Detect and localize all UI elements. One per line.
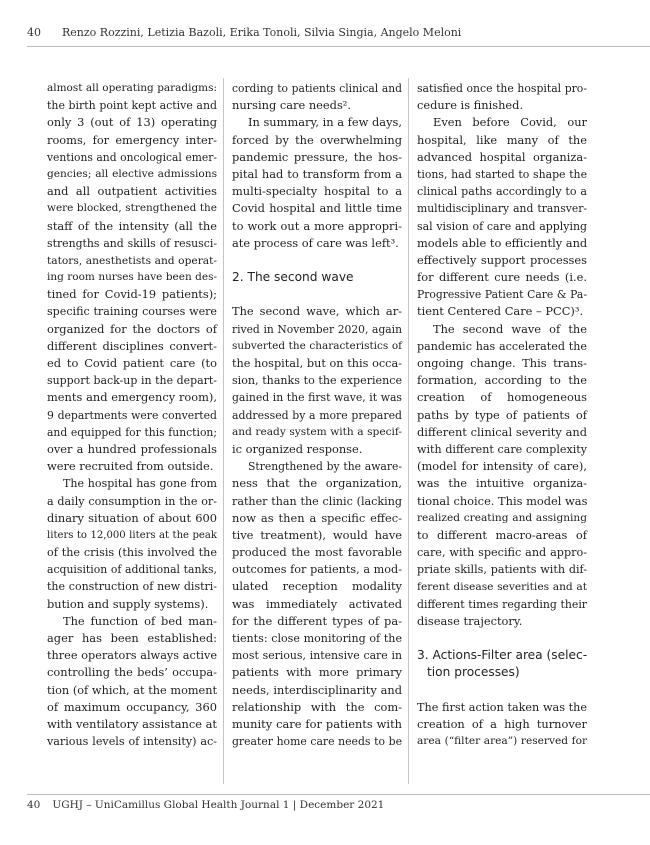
body-text-line: priate skills, patients with dif- [417, 563, 587, 577]
body-text-line: cedure is finished. [417, 98, 524, 113]
running-footer [27, 799, 384, 811]
body-text-line: gained in the first wave, it was [232, 391, 402, 405]
body-text-line: ferent disease severities and at [417, 580, 587, 594]
header-rule [27, 46, 650, 47]
header-authors: Renzo Rozzini, Letizia Bazoli, Erika Tonoli, Silvia Singia, Angelo Meloni [62, 26, 462, 39]
body-text-line: liters to 12,000 liters at the peak [47, 529, 217, 541]
body-text-line: produced the most favorable [232, 545, 402, 560]
body-text-line: The second wave, which ar- [232, 304, 402, 319]
body-text-line: The function of bed man- [63, 613, 217, 628]
body-text-line: pital had to transform from a [232, 166, 402, 181]
body-text-line: for different cure needs (i.e. [417, 270, 587, 285]
body-text-line: ventions and oncological emer- [47, 150, 217, 164]
body-text-line: In summary, in a few days, [248, 115, 402, 130]
column-divider-2 [408, 78, 409, 784]
paragraph-gap [232, 252, 402, 269]
body-text-line: creation of a high turnover [417, 716, 587, 731]
body-text-line: The second wave of the [433, 321, 587, 336]
body-text-line: sal vision of care and applying [417, 219, 587, 233]
paragraph-gap [417, 630, 587, 647]
body-text-line: Strengthened by the aware- [248, 460, 402, 474]
body-text-line: realized creating and assigning [417, 511, 587, 524]
body-text-line: ing room nurses have been des- [47, 271, 217, 284]
body-text-line: of maximum occupancy, 360 [47, 699, 217, 714]
body-text-line: now as then a specific effec- [232, 510, 402, 525]
text-column-2 [232, 80, 402, 750]
body-text-line: different disciplines convert- [47, 338, 217, 353]
body-text-line: tined for Covid-19 patients); [47, 287, 217, 302]
body-text-line: ed to Covid patient care (to [47, 356, 217, 370]
body-text-line: multidisciplinary and transver- [417, 202, 587, 216]
body-text-line: munity care for patients with [232, 716, 402, 731]
body-text-line: cording to patients clinical and [232, 82, 402, 95]
body-text-line: ager has been established: [47, 631, 217, 645]
body-text-line: pandemic pressure, the hos- [232, 149, 402, 164]
paragraph-gap [232, 286, 402, 303]
body-text-line: rived in November 2020, again [232, 322, 402, 336]
body-text-line: three operators always active [47, 649, 217, 663]
section-heading-line: tion processes) [427, 665, 520, 680]
body-text-line: acquisition of additional tanks, [47, 563, 217, 577]
body-text-line: with different care complexity [417, 442, 587, 456]
body-text-line: the hospital, but on this occa- [232, 357, 402, 370]
body-text-line: models able to efficiently and [417, 235, 588, 250]
body-text-line: to different macro-areas of [417, 527, 587, 542]
body-text-line: outcomes for patients, a mod- [232, 563, 402, 577]
body-text-line: for the different types of pa- [232, 613, 402, 628]
body-text-line: a daily consumption in the or- [47, 494, 217, 508]
footer-journal: UGHJ – UniCamillus Global Health Journal 1 | December 2021 [52, 799, 385, 811]
body-text-line: bution and supply systems). [47, 596, 209, 611]
body-text-line: of the crisis (this involved the [47, 546, 217, 560]
body-text-line: advanced hospital organiza- [417, 149, 587, 164]
body-text-line: patients with more primary [232, 665, 402, 680]
body-text-line: gencies; all elective admissions [47, 167, 217, 180]
body-text-line: over a hundred professionals [47, 441, 217, 456]
body-text-line: addressed by a more prepared [232, 408, 402, 422]
body-text-line: various levels of intensity) ac- [47, 735, 217, 749]
body-text-line: ongoing change. This trans- [417, 356, 587, 370]
body-text-line: were blocked, strengthened the [47, 202, 217, 215]
body-text-line: care, with specific and appro- [417, 546, 587, 560]
column-divider-1 [223, 78, 224, 784]
body-text-line: controlling the beds’ occupa- [47, 665, 217, 680]
body-text-line: was immediately activated [232, 596, 402, 611]
body-text-line: organized for the doctors of [47, 321, 217, 336]
body-text-line: nursing care needs². [232, 98, 351, 113]
body-text-line: the birth point kept active and [47, 99, 217, 113]
body-text-line: multi-specialty hospital to a [232, 184, 402, 199]
body-text-line: with ventilatory assistance at [47, 716, 217, 731]
body-text-line: Even before Covid, our [433, 115, 587, 130]
body-text-line: was the intuitive organiza- [417, 476, 587, 491]
body-text-line: pandemic has accelerated the [417, 339, 587, 353]
body-text-line: tators, anesthetists and operat- [47, 253, 217, 267]
body-text-line: effectively support processes [417, 252, 587, 267]
body-text-line: 9 departments were converted [47, 408, 217, 422]
body-text-line: forced by the overwhelming [232, 132, 402, 147]
body-text-line: greater home care needs to be [232, 735, 402, 749]
body-text-line: rooms, for emergency inter- [47, 132, 217, 147]
body-text-line: ate process of care was left³. [232, 235, 399, 250]
body-text-line: relationship with the com- [232, 699, 402, 714]
body-text-line: and ready system with a specif- [232, 425, 402, 438]
body-text-line: staff of the intensity (all the [47, 218, 217, 233]
body-text-line: area (“filter area”) reserved for [417, 735, 587, 748]
body-text-line: tients: close monitoring of the [232, 632, 402, 645]
body-text-line: and all outpatient activities [47, 184, 217, 199]
body-text-line: disease trajectory. [417, 613, 523, 628]
body-text-line: tive treatment), would have [232, 527, 402, 542]
body-text-line: tional choice. This model was [417, 493, 588, 508]
body-text-line: rather than the clinic (lacking [232, 494, 402, 508]
body-text-line: only 3 (out of 13) operating [47, 115, 217, 130]
body-text-line: support back-up in the depart- [47, 374, 217, 388]
footer-page-number: 40 [27, 799, 41, 811]
body-text-line: Covid hospital and little time [232, 201, 402, 216]
body-text-line: needs, interdisciplinarity and [232, 682, 402, 697]
body-text-line: creation of homogeneous [417, 390, 587, 405]
body-text-line: and equipped for this function; [47, 425, 217, 439]
body-text-line: were recruited from outside. [47, 459, 214, 474]
body-text-line: different times regarding their [417, 597, 587, 611]
body-text-line: tient Centered Care – PCC)³. [417, 304, 584, 319]
body-text-line: different clinical severity and [417, 424, 587, 439]
body-text-line: the construction of new distri- [47, 580, 217, 594]
header-page-number: 40 [27, 26, 41, 39]
running-header [0, 22, 650, 48]
body-text-line: ulated reception modality [232, 579, 402, 594]
body-text-line: (model for intensity of care), [417, 459, 587, 474]
body-text-line: to work out a more appropri- [232, 218, 402, 233]
paragraph-gap [417, 682, 587, 699]
body-text-line: The first action taken was the [417, 700, 587, 714]
body-text-line: strengths and skills of resusci- [47, 236, 217, 250]
body-text-line: specific training courses were [47, 305, 217, 319]
body-text-line: ic organized response. [232, 441, 363, 456]
section-heading-line: 3. Actions-Filter area (selec- [417, 648, 588, 663]
body-text-line: formation, according to the [417, 373, 587, 388]
body-text-line: hospital, like many of the [417, 132, 587, 147]
body-text-line: Progressive Patient Care & Pa- [417, 288, 587, 302]
body-text-line: satisfied once the hospital pro- [417, 82, 587, 95]
text-column-1 [47, 80, 217, 750]
body-text-line: clinical paths accordingly to a [417, 185, 587, 199]
body-text-line: sion, thanks to the experience [232, 374, 402, 388]
body-text-line: tions, had started to shape the [417, 167, 587, 181]
body-text-line: ness that the organization, [232, 476, 402, 491]
body-text-line: tion (of which, at the moment [47, 683, 217, 697]
body-text-line: almost all operating paradigms: [47, 82, 217, 94]
body-text-line: subverted the characteristics of [232, 339, 402, 352]
footer-rule [27, 794, 650, 795]
body-text-line: The hospital has gone from [63, 477, 217, 491]
text-column-3 [417, 80, 587, 750]
body-text-line: most serious, intensive care in [232, 649, 402, 663]
body-text-line: ments and emergency room), [47, 390, 217, 405]
section-heading-line: 2. The second wave [232, 270, 354, 285]
body-text-line: paths by type of patients of [417, 407, 587, 422]
body-text-line: dinary situation of about 600 [47, 510, 217, 525]
